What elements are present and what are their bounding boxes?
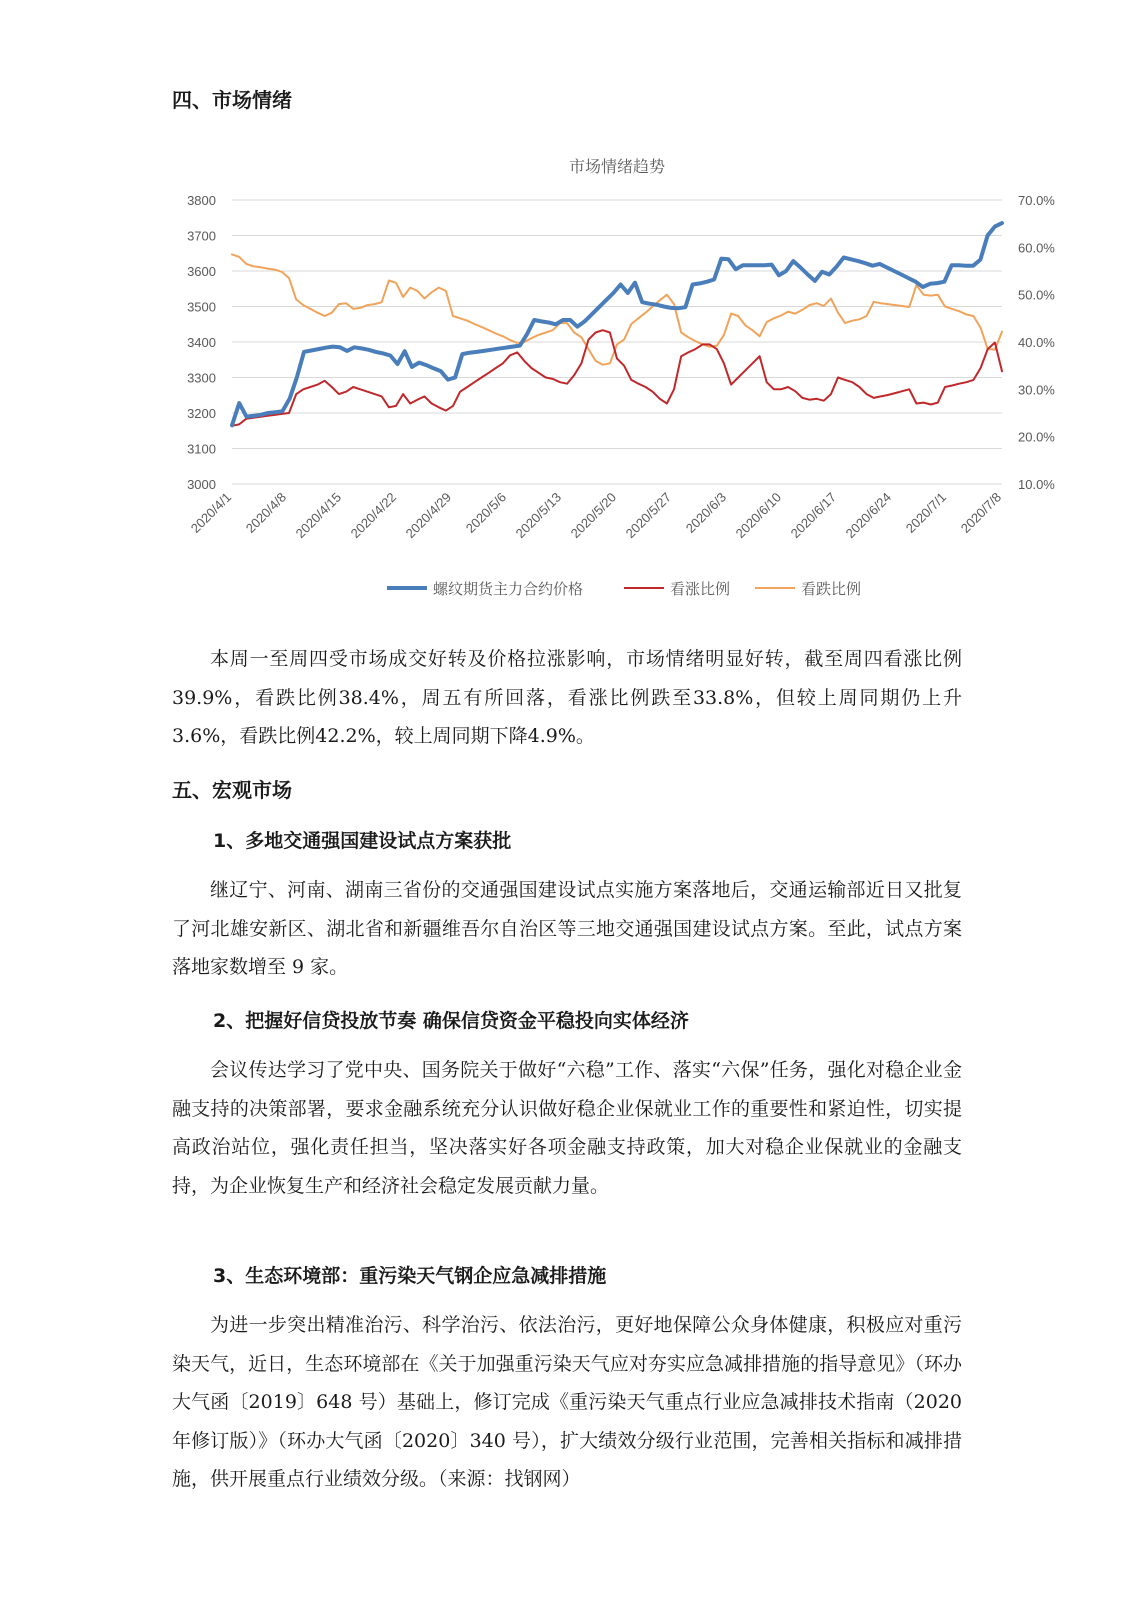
news-title-transport-pilot: 1、多地交通强国建设试点方案获批 [213, 830, 512, 852]
left-y-tick-label: 3800 [187, 193, 216, 208]
section-heading-market-sentiment: 四、市场情绪 [172, 88, 292, 112]
news-body-credit-policy: 会议传达学习了党中央、国务院关于做好“六稳”工作、落实“六保”任务，强化对稳企业金融支持的决策部署，要求金融系统充分认识做好稳企业保就业工作的重要性和紧迫性，切实提高政治站位，强化责任担当，坚决落实好各项金融支持政策，加大对稳企业保就业的金融支持，为企业恢复生产和经济社会稳定发展贡献力量。 [172, 1059, 962, 1197]
legend-label: 看跌比例 [801, 581, 862, 598]
left-y-tick-label: 3600 [187, 264, 216, 279]
left-y-tick-label: 3700 [187, 228, 216, 244]
chart-legend [387, 580, 861, 598]
left-y-tick-label: 3500 [187, 299, 216, 315]
x-tick-label: 2020/6/3 [682, 489, 730, 536]
left-y-tick-label: 3400 [187, 335, 216, 350]
x-tick-label: 2020/5/20 [567, 489, 620, 542]
left-y-tick-label: 3300 [187, 370, 216, 386]
x-axis [188, 490, 1004, 542]
right-y-tick-label: 20.0% [1018, 429, 1055, 445]
news-title-credit-policy: 2、把握好信贷投放节奏 确保信贷资金平稳投向实体经济 [213, 1010, 689, 1032]
left-y-tick-label: 3200 [187, 406, 216, 421]
chart-series [232, 223, 1002, 426]
chart-svg [172, 148, 1102, 628]
market-sentiment-chart [172, 148, 1102, 628]
x-tick-label: 2020/6/17 [787, 489, 840, 542]
news-body-steel-emission: 为进一步突出精准治污、科学治污、依法治污，更好地保障公众身体健康，积极应对重污染天气，近日，生态环境部在《关于加强重污染天气应对夯实应急减排措施的指导意见》（环办大气函〔2019〕648 号）基础上，修订完成《重污染天气重点行业应急减排技术指南（2020 年修订版）》（环办大气函〔2020〕340 号），扩大绩效分级行业范围，完善相关指标和减排措施，供开展重点行业绩效分级。（来源：找钢网） [172, 1314, 962, 1490]
news-title-steel-emission: 3、生态环境部：重污染天气钢企应急减排措施 [213, 1265, 607, 1287]
right-y-tick-label: 10.0% [1018, 477, 1055, 492]
legend-label: 螺纹期货主力合约价格 [433, 581, 584, 598]
left-y-tick-label: 3100 [187, 441, 216, 457]
x-tick-label: 2020/4/8 [242, 489, 290, 536]
x-tick-label: 2020/7/1 [902, 489, 950, 536]
x-tick-label: 2020/6/24 [842, 489, 895, 542]
chart-gridlines [232, 200, 1002, 484]
right-y-tick-label: 30.0% [1018, 382, 1055, 398]
x-tick-label: 2020/4/22 [347, 489, 400, 542]
left-y-axis [187, 193, 216, 492]
x-tick-label: 2020/4/15 [292, 489, 345, 542]
x-tick-label: 2020/5/6 [462, 489, 510, 536]
right-y-tick-label: 60.0% [1018, 240, 1055, 256]
x-tick-label: 2020/7/8 [957, 489, 1005, 536]
right-y-tick-label: 50.0% [1018, 287, 1055, 303]
x-tick-label: 2020/5/27 [622, 489, 675, 542]
chart-title: 市场情绪趋势 [568, 159, 666, 176]
news-body-transport-pilot: 继辽宁、河南、湖南三省份的交通强国建设试点实施方案落地后，交通运输部近日又批复了河北雄安新区、湖北省和新疆维吾尔自治区等三地交通强国建设试点方案。至此，试点方案落地家数增至 9 家。 [172, 879, 962, 978]
right-y-axis [1018, 193, 1055, 492]
right-y-tick-label: 40.0% [1018, 335, 1055, 350]
right-y-tick-label: 70.0% [1018, 193, 1055, 208]
x-tick-label: 2020/6/10 [732, 489, 785, 542]
x-tick-label: 2020/4/29 [402, 489, 455, 542]
left-y-tick-label: 3000 [187, 477, 216, 492]
x-tick-label: 2020/5/13 [512, 489, 565, 542]
market-sentiment-summary: 本周一至周四受市场成交好转及价格拉涨影响，市场情绪明显好转，截至周四看涨比例39.9%，看跌比例38.4%，周五有所回落，看涨比例跌至33.8%，但较上周同期仍上升3.6%，看跌比例42.2%，较上周同期下降4.9%。 [172, 648, 962, 747]
x-tick-label: 2020/4/1 [187, 489, 235, 536]
legend-label: 看涨比例 [670, 581, 731, 598]
section-heading-macro-market: 五、宏观市场 [172, 778, 292, 802]
